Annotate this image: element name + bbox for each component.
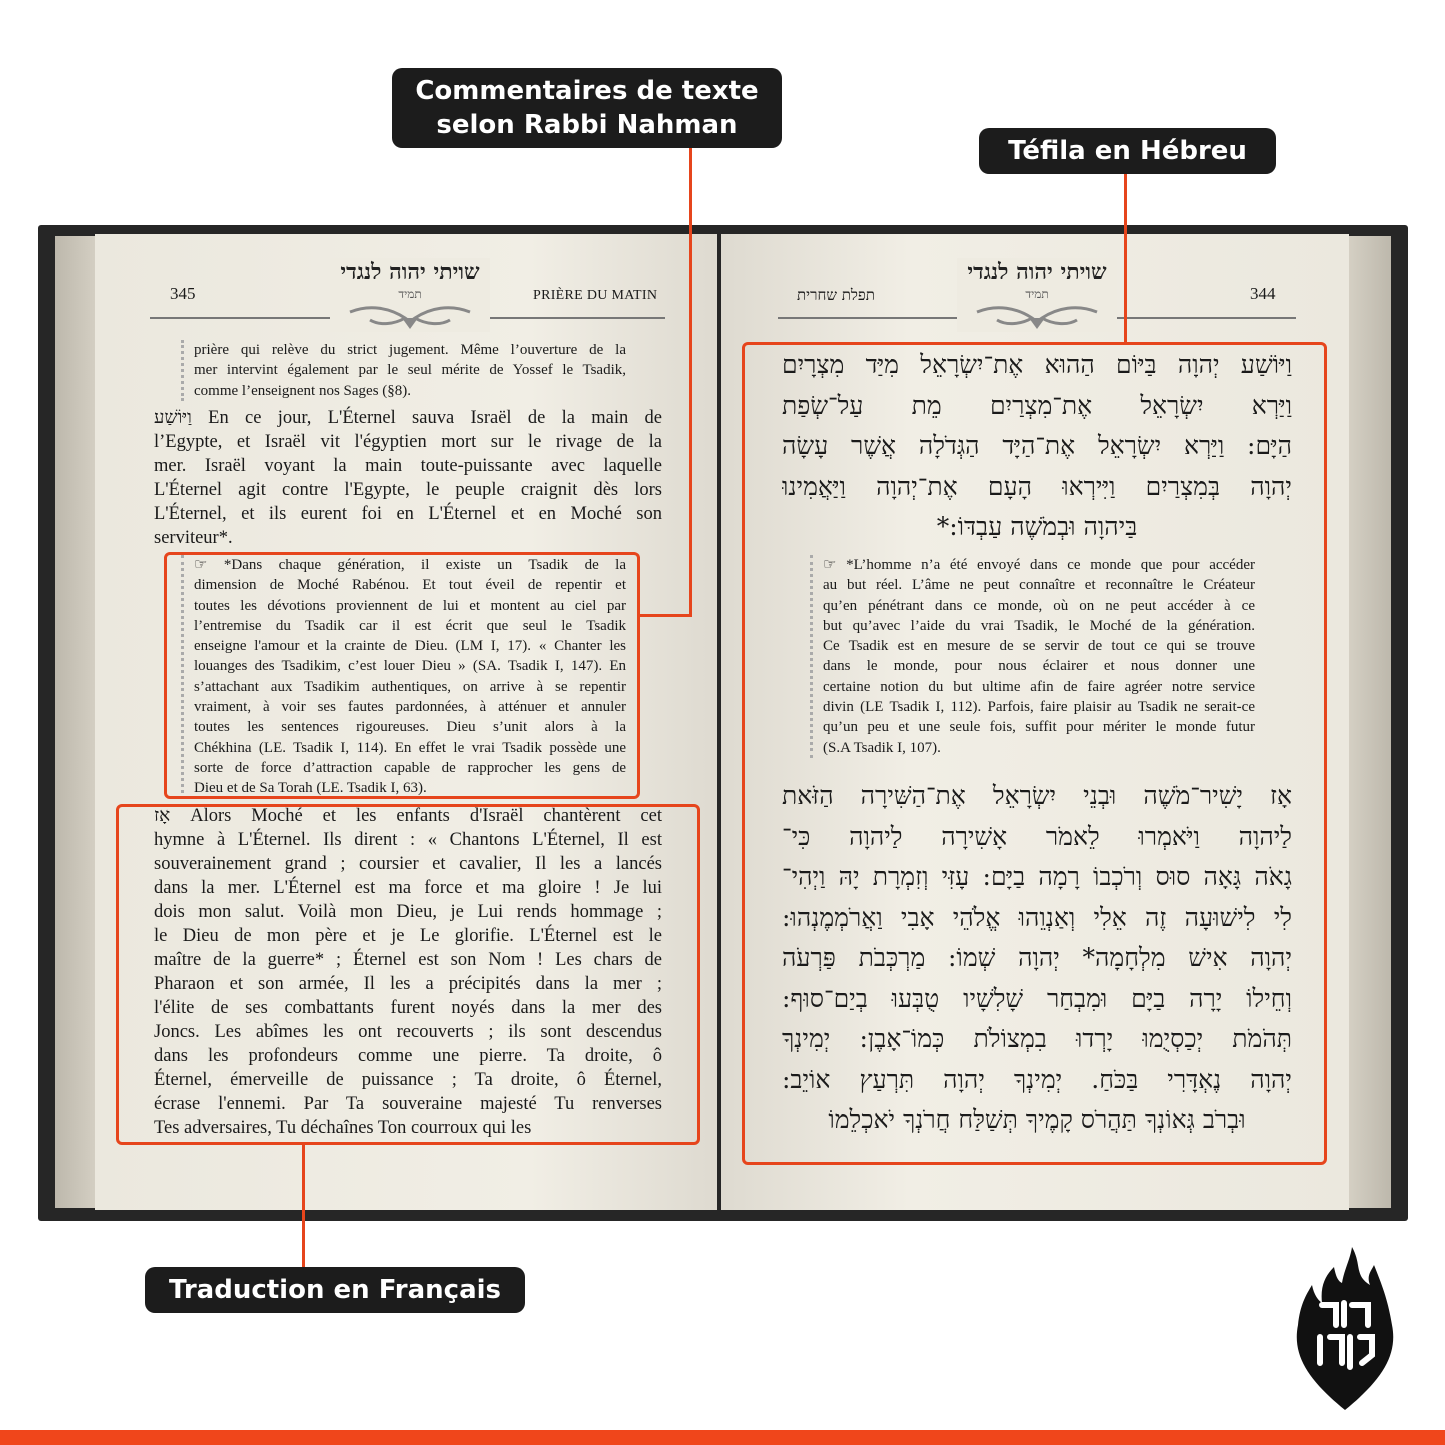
text-line: הַיָּם: וַיַּרְא יִשְׂרָאֵל אֶת־הַיָּד הַגְּדֹלָה אֲשֶׁר עָשָׂה: [782, 431, 1292, 460]
text-line: וַיּוֹשַׁע יְהוָה בַּיּוֹם הַהוּא אֶת־יִשְׂרָאֵל מִיַּד מִצְרָיִם: [782, 350, 1292, 379]
text-line: écrase l'ennemi. Par Ta souveraine majesté Tu renverses: [154, 1094, 662, 1114]
commentary-highlight-box: [164, 552, 640, 799]
label-tefila: Téfila en Hébreu: [979, 128, 1276, 174]
callout-wire: [1124, 174, 1127, 344]
text-line: L'Éternel agit contre l'Egypte, le peuple craignit dès lors: [154, 480, 662, 500]
label-traduction: Traduction en Français: [145, 1267, 525, 1313]
flame-logo-icon: [1292, 1245, 1398, 1410]
translation-highlight-box: [116, 804, 700, 1145]
text-line: לַיהוָה וַיֹּאמְרוּ לֵאמֹר אָשִׁירָה לַיהוָה כִּי־: [782, 821, 1292, 851]
text-line: dimension de Moché Rabénou. Et tout éveil de repentir et: [194, 577, 626, 594]
text-line: יְהוָה אִישׁ מִלְחָמָה* יְהוָה שְׁמוֹ: מַרְכְּבֹת פַּרְעֹה: [782, 943, 1292, 972]
text-line: hymne à L'Éternel. Ils dirent : « Chantons L'Éternel, Il est: [154, 830, 662, 850]
label-line: selon Rabbi Nahman: [436, 110, 738, 140]
text-line: Pharaon et son armée, Il les a précipités dans la mer ;: [154, 974, 662, 994]
hebrew-highlight-box: [742, 342, 1327, 1165]
text-line: dois mon salut. Voilà mon Dieu, je Lui rends hommage ;: [154, 902, 662, 922]
text-line: l'élite de ses combattants furent noyés dans la mer des: [154, 998, 662, 1018]
ornament-subtext: תמיד: [1025, 287, 1049, 301]
text-line: Tes adversaires, Tu déchaînes Ton courroux qui les: [154, 1118, 532, 1138]
text-line: גָאֹה גָּאָה סוּס וְרֹכְבוֹ רָמָה בַיָּם: עָזִּי וְזִמְרָת יָהּ וַיְהִי־: [782, 862, 1292, 891]
ornament-text: שויתי יהוה לנגדי: [340, 259, 480, 285]
text-line: Ce Tsadik est en mesure de se servir de tout ce qui se trouve: [823, 638, 1255, 655]
text-line: enseigne l'amour et la crainte de Dieu. (LM I, 17). « Chanter les: [194, 638, 626, 655]
callout-wire: [689, 145, 692, 617]
page-number: 345: [170, 284, 196, 303]
intro-commentary: [181, 340, 626, 401]
running-head: תפלת שחרית: [797, 286, 875, 304]
text-line: maître de la guerre* ; Éternel est son Nom ! Les chars de: [154, 950, 662, 970]
text-line: ☞ *L’homme n’a été envoyé dans ce monde que pour accéder: [823, 557, 1255, 573]
text-line: בַּיהוָה וּבְמֹשֶׁה עַבְדּוֹ:*: [936, 512, 1138, 541]
text-line: qu’en pénétrant dans ce monde, où on ne peut accéder à ce: [823, 597, 1255, 614]
ornament-subtext: תמיד: [398, 287, 422, 301]
text-line: serviteur*.: [154, 528, 233, 548]
text-line: Chékhina (LE. Tsadik I, 114). En effet le vrai Tsadik possède une: [194, 739, 626, 756]
rabbi-nahman-logo: [1292, 1245, 1398, 1410]
page-number: 344: [1250, 284, 1276, 303]
text-line: l’Egypte, et Israël vit l'égyptien mort sur le rivage de la: [154, 432, 662, 452]
text-line: וּבְרֹב גְּאוֹנְךָ תַּהֲרֹס קָמֶיךָ תְּשַׁלַּח חֲרֹנְךָ יֹאכְלֵמוֹ: [828, 1105, 1246, 1134]
text-line: but qu’avec l’aide du vrai Tsadik, le Moché de la génération.: [823, 617, 1255, 634]
text-line: תְּהֹמֹת יְכַסְיֻמוּ יָרְדוּ בִמְצוֹלֹת כְּמוֹ־אָבֶן: יְמִינְךָ: [782, 1024, 1292, 1053]
text-line: (S.A Tsadik I, 107).: [823, 739, 941, 756]
text-line: אָז יָשִׁיר־מֹשֶׁה וּבְנֵי יִשְׂרָאֵל אֶת־הַשִּׁירָה הַזֹּאת: [782, 781, 1292, 810]
text-line: sorte de force d’attraction capable de rapprocher les gens de: [194, 759, 626, 776]
text-line: dans la mer. L'Éternel est ma force et ma gloire ! Je lui: [154, 878, 662, 898]
text-line: וַיּוֹשַׁע En ce jour, L'Éternel sauva Israël de la main de: [154, 408, 662, 428]
text-line: prière qui relève du strict jugement. Même l’ouverture de la: [194, 342, 626, 358]
text-line: L'Éternel, et ils eurent foi en L'Éternel et en Moché son: [154, 504, 662, 524]
translation-paragraph-1: [154, 406, 662, 550]
page-edges-left: [55, 236, 100, 1208]
ornament-text: שויתי יהוה לנגדי: [967, 259, 1107, 285]
text-line: Joncs. Les abîmes les ont recouverts ; ils sont descendus: [154, 1022, 662, 1042]
header-ornament: [957, 258, 1117, 332]
text-line: ☞ *Dans chaque génération, il existe un Tsadik de la: [194, 557, 626, 573]
text-line: יְהוָה בְּמִצְרַיִם וַיִּירְאוּ הָעָם אֶת־יְהוָה וַיַּאֲמִינוּ: [782, 471, 1292, 501]
text-line: certaine notion du but ultime afin de faire agréer notre service: [823, 678, 1255, 695]
text-line: Éternel, émerveille de puissance ; Ta droite, ô Éternel,: [154, 1070, 662, 1090]
text-line: s’attachant aux Tsadikim authentiques, on arrive à se repentir: [194, 678, 626, 695]
text-line: יְהוָה נֶאְדָּרִי בַּכֹּחַ. יְמִינְךָ יְהוָה תִּרְעַץ אוֹיֵב:: [782, 1064, 1292, 1094]
text-line: vraiment, à voir ses fautes pardonnées, à atténuer et annuler: [194, 699, 626, 716]
label-line: Commentaires de texte: [415, 76, 759, 106]
callout-wire: [640, 614, 692, 617]
text-line: toutes les dévotions proviennent de lui et montent au ciel par: [194, 597, 626, 614]
text-line: dans le monde, pour nous éclairer et nous donner une: [823, 658, 1255, 675]
text-line: comme l’enseignent nos Sages (§8).: [194, 382, 412, 399]
text-line: au but réel. L’âme ne peut connaître et reconnaître le Créateur: [823, 577, 1255, 594]
text-line: mer intervint également par le seul mérite de Yossef le Tsadik,: [194, 362, 626, 379]
header-ornament: [330, 258, 490, 332]
text-line: le Dieu de mon père et je Le glorifie. L'Éternel est le: [154, 926, 662, 946]
running-head: PRIÈRE DU MATIN: [533, 288, 658, 303]
page-edges-right: [1346, 236, 1391, 1208]
text-line: divin (LE Tsadik I, 112). Parfois, faire plaisir au Tsadik ne serait-ce: [823, 699, 1255, 716]
text-line: l’entremise du Tsadik car il est écrit que seul le Tsadik: [194, 617, 626, 634]
text-line: לִי לִישׁוּעָה זֶה אֵלִי וְאַנְוֵהוּ אֱלֹהֵי אָבִי וַאֲרֹמְמֶנְהוּ:: [782, 902, 1292, 932]
text-line: אָז Alors Moché et les enfants d'Israël chantèrent cet: [154, 806, 662, 826]
text-line: Dieu et de Sa Torah (LE. Tsadik I, 63).: [194, 780, 427, 797]
flourish-icon: [957, 304, 1117, 330]
text-line: dans les profondeurs comme une pierre. Ta droite, ô: [154, 1046, 662, 1066]
text-line: וְחֵילוֹ יָרָה בַיָּם וּמִבְחַר שָׁלִשָׁיו טֻבְּעוּ בְיַם־סוּף:: [782, 983, 1292, 1013]
bottom-accent-bar: [0, 1430, 1445, 1445]
text-line: mer. Israël voyant la main toute-puissante avec laquelle: [154, 456, 662, 476]
label-commentaires: [392, 68, 782, 148]
callout-wire: [302, 1144, 305, 1268]
text-line: toutes les sentences rigoureuses. Dieu s’unit alors à la: [194, 719, 626, 736]
text-line: louanges des Tsadikim, c’est louer Dieu » (SA. Tsadik I, 147). En: [194, 658, 626, 675]
text-line: וַיַּרְא יִשְׂרָאֵל אֶת־מִצְרַיִם מֵת עַל־שְׂפַת: [782, 390, 1292, 420]
flourish-icon: [330, 304, 490, 330]
text-line: souverainement grand ; coursier et cavalier, Il les a lancés: [154, 854, 662, 874]
text-line: qu’un peu et une seule fois, suffit pour mériter le monde futur: [823, 719, 1255, 736]
